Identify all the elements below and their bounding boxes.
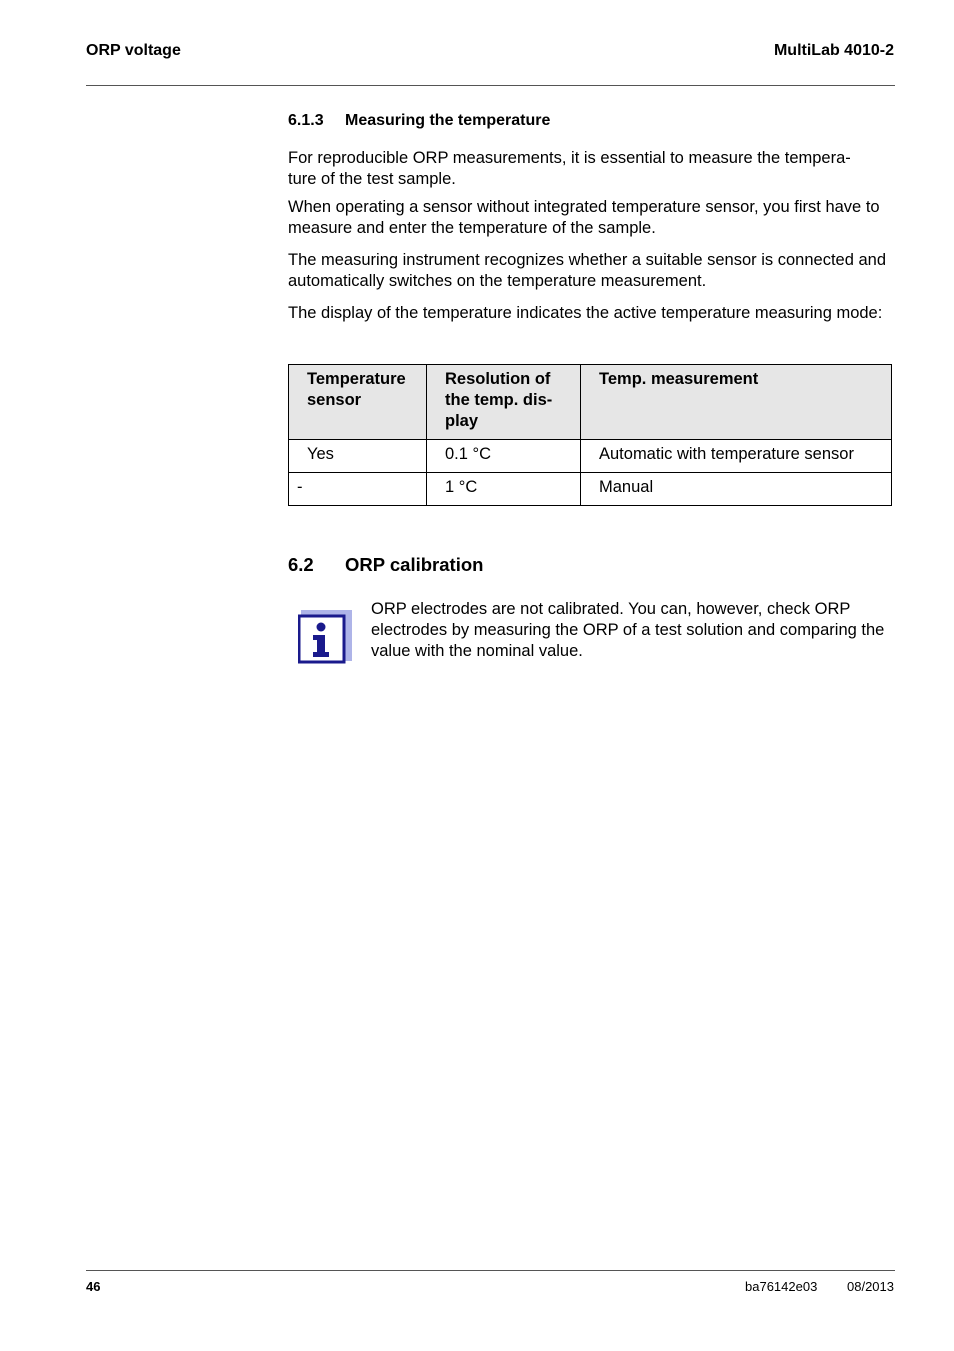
section-heading-6-1-3 xyxy=(288,112,550,130)
paragraph: When operating a sensor without integrated temperature sensor, you first have to measure and enter the temperature of the sample. xyxy=(288,198,880,237)
table-header-row xyxy=(289,365,892,440)
running-header-left: ORP voltage xyxy=(86,42,181,59)
footer-divider xyxy=(86,1270,895,1271)
temperature-mode-table xyxy=(288,364,892,506)
header-divider xyxy=(86,85,895,86)
table-header-cell: Temperature sensor xyxy=(289,365,427,440)
table-row xyxy=(289,473,892,506)
paragraph: For reproducible ORP measurements, it is essential to measure the tempera- ture of the test sample. xyxy=(288,149,851,188)
table-cell: - xyxy=(289,473,427,506)
paragraph: The display of the temperature indicates the active temperature measuring mode: xyxy=(288,304,883,322)
info-note-text: ORP electrodes are not calibrated. You can, however, check ORP electrodes by measuring the ORP of a test solution and comparing the value with the nominal value. xyxy=(371,600,885,660)
paragraph: The measuring instrument recognizes whether a suitable sensor is connected and automatically switches on the temperature measurement. xyxy=(288,251,886,290)
page-number: 46 xyxy=(86,1279,101,1294)
section-title: ORP calibration xyxy=(345,554,484,575)
table-cell: Yes xyxy=(289,440,427,473)
table-row xyxy=(289,440,892,473)
table-header-cell: Temp. measurement xyxy=(581,365,892,440)
document-id: ba76142e03 xyxy=(745,1279,818,1294)
section-number: 6.1.3 xyxy=(288,112,324,129)
table-header-cell: Resolution of the temp. dis- play xyxy=(427,365,581,440)
section-title: Measuring the temperature xyxy=(345,112,551,129)
table-cell: 1 °C xyxy=(427,473,581,506)
info-icon xyxy=(298,610,352,664)
section-number: 6.2 xyxy=(288,554,314,575)
table-cell: Automatic with temperature sensor xyxy=(581,440,892,473)
document-date: 08/2013 xyxy=(847,1279,894,1294)
section-heading-6-2 xyxy=(288,554,483,576)
running-header-right: MultiLab 4010-2 xyxy=(773,42,894,59)
table-cell: Manual xyxy=(581,473,892,506)
table-cell: 0.1 °C xyxy=(427,440,581,473)
